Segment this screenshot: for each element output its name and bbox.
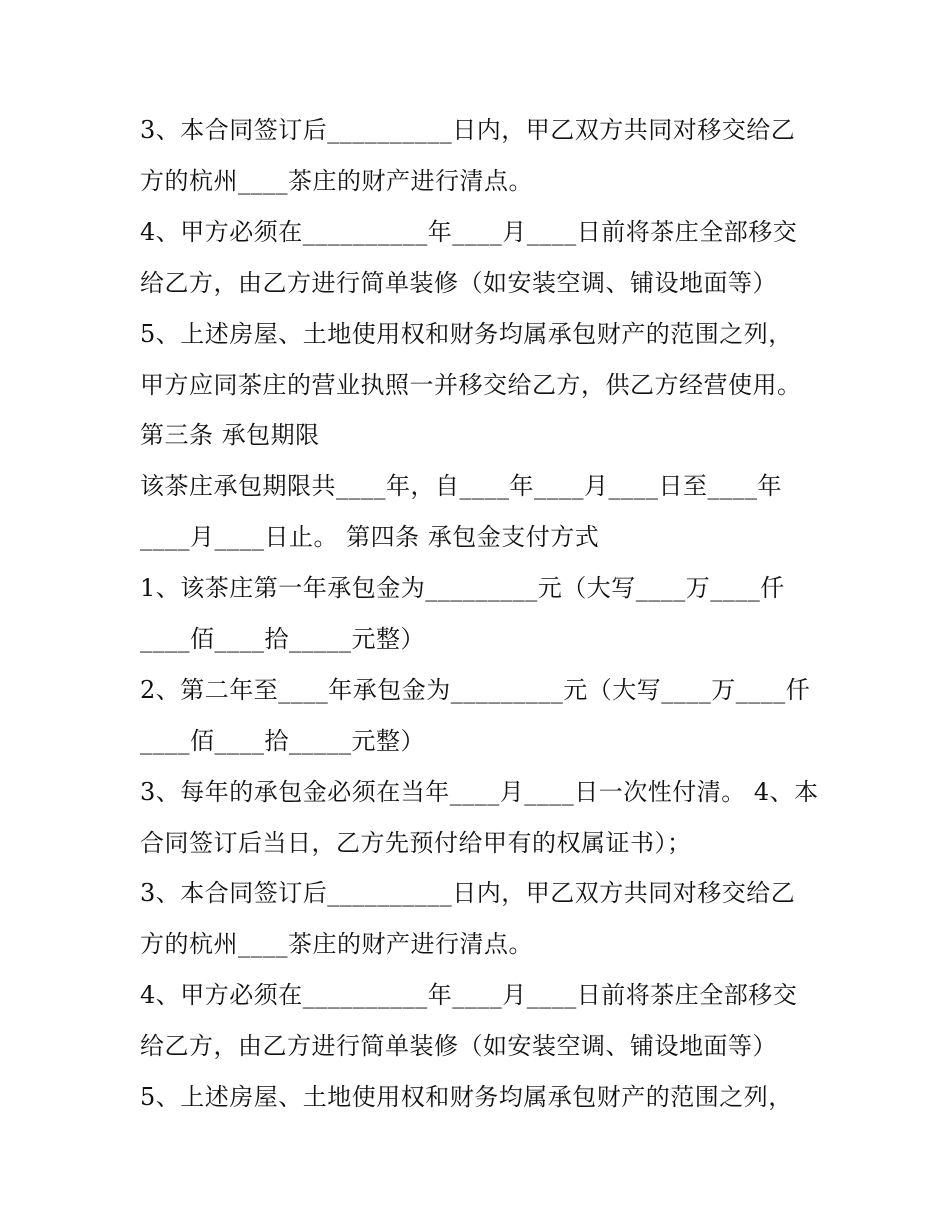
text-line: 3、本合同签订后__________日内，甲乙双方共同对移交给乙 xyxy=(140,116,796,144)
text-line: 该茶庄承包期限共____年，自____年____月____日至____年 xyxy=(140,472,782,500)
text-line: 4、甲方必须在__________年____月____日前将茶庄全部移交 xyxy=(140,981,798,1009)
text-line: 2、第二年至____年承包金为_________元（大写____万____仟 xyxy=(140,676,811,704)
text-line: 甲方应同茶庄的营业执照一并移交给乙方，供乙方经营使用。 xyxy=(140,371,802,399)
text-line: 给乙方，由乙方进行简单装修（如安装空调、铺设地面等） xyxy=(140,1032,777,1060)
text-line: ____佰____拾_____元整） xyxy=(140,727,425,755)
text-line: 3、本合同签订后__________日内，甲乙双方共同对移交给乙 xyxy=(140,879,796,907)
text-line: ____月____日止。 第四条 承包金支付方式 xyxy=(140,523,600,551)
section-heading: 第三条 承包期限 xyxy=(140,421,320,449)
text-line: 4、甲方必须在__________年____月____日前将茶庄全部移交 xyxy=(140,218,798,246)
text-line: 合同签订后当日，乙方先预付给甲有的权属证书）； xyxy=(140,829,692,857)
text-line: 3、每年的承包金必须在当年____月____日一次性付清。 4、本 xyxy=(140,778,819,806)
text-line: 方的杭州____茶庄的财产进行清点。 xyxy=(140,167,533,195)
text-line: 5、上述房屋、土地使用权和财务均属承包财产的范围之列， xyxy=(140,320,793,348)
text-line: ____佰____拾_____元整） xyxy=(140,625,425,653)
text-line: 5、上述房屋、土地使用权和财务均属承包财产的范围之列， xyxy=(140,1083,793,1111)
text-line: 1、该茶庄第一年承包金为_________元（大写____万____仟 xyxy=(140,574,785,602)
text-line: 方的杭州____茶庄的财产进行清点。 xyxy=(140,930,533,958)
text-line: 给乙方，由乙方进行简单装修（如安装空调、铺设地面等） xyxy=(140,269,777,297)
